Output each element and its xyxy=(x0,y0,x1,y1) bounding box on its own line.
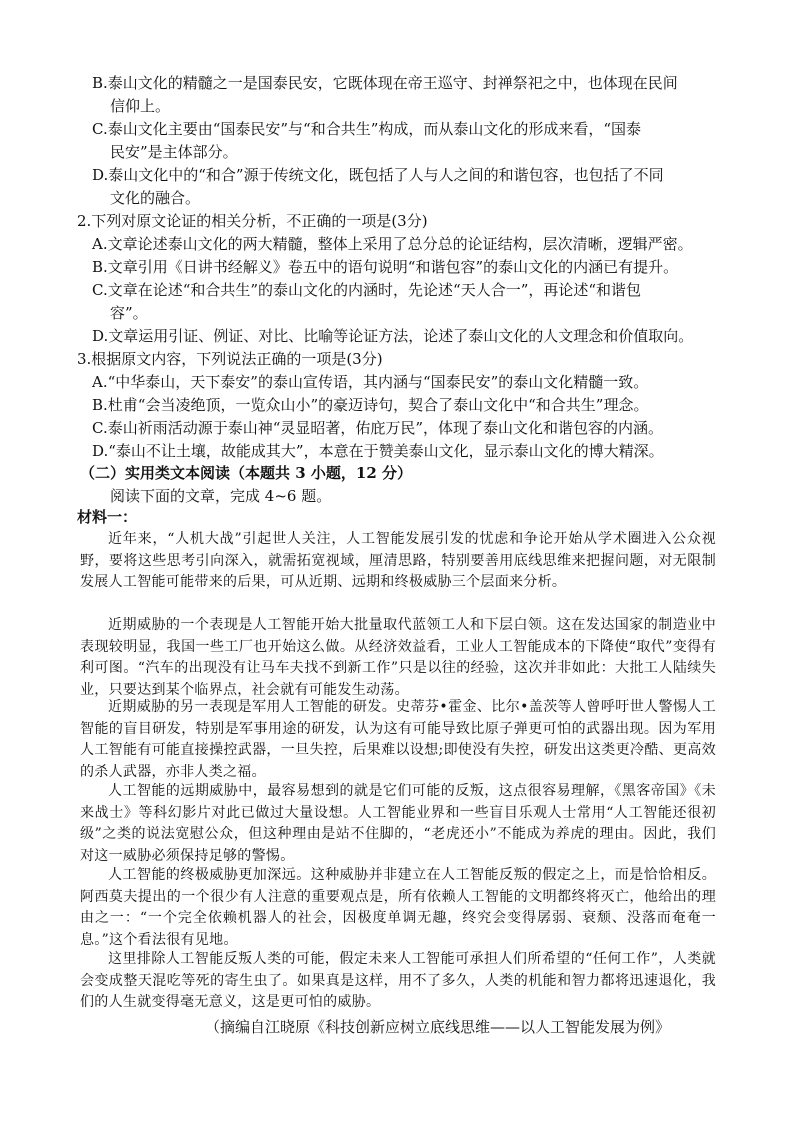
q3-option-d: D.“泰山不让土壤，故能成其大”，本意在于赞美泰山文化，显示泰山文化的博大精深。 xyxy=(92,442,664,460)
article-paragraph: 人工智能的终极威胁更加深远。这种威胁并非建立在人工智能反叛的假定之上，而是恰恰相反。阿西莫夫提出的一个很少有人注意的重要观点是，所有依赖人工智能的文明都终将灭亡，他给出的理由之一：“一个完全依赖机器人的社会，因极度单调无趣，终究会变得孱弱、衰颓、没落而奄奄一息。”这个看法很有见地。 xyxy=(80,867,716,948)
q3-stem: 3.根据原文内容，下列说法正确的一项是(3分) xyxy=(77,350,383,368)
material-label: 材料一： xyxy=(77,508,138,526)
q1-option-b-line2: 信仰上。 xyxy=(110,97,171,115)
article-paragraph: 近期威胁的另一表现是军用人工智能的研发。史蒂芬•霍金、比尔•盖茨等人曾呼吁世人警惕人工智能的盲目研发，特别是军事用途的研发，认为这有可能导致比原子弹更可怕的武器出现。因为军用人工智能有可能直接操控武器，一旦失控，后果难以设想;即使没有失控，研发出这类更冷酷、更高效的杀人武器，亦非人类之福。 xyxy=(80,699,716,780)
article-paragraph: 近年来，“人机大战”引起世人关注，人工智能发展引发的忧虑和争论开始从学术圈进入公众视野，要将这些思考引向深入，就需拓宽视域，厘清思路，特别要善用底线思维来把握问题，对无限制发展人工智能可能带来的后果，可从近期、远期和终极威胁三个层面来分析。 xyxy=(80,531,716,591)
article-paragraph: 人工智能的远期威胁中，最容易想到的就是它们可能的反叛，这点很容易理解，《黑客帝国》《未来战士》等科幻影片对此已做过大量设想。人工智能业界和一些盲目乐观人士常用“人工智能还很初级”之类的说法宽慰公众，但这种理由是站不住脚的，“老虎还小”不能成为养虎的理由。因此，我们对这一威胁必须保持足够的警惕。 xyxy=(80,783,716,864)
q2-option-d: D.文章运用引证、例证、对比、比喻等论证方法，论述了泰山文化的人文理念和价值取向。 xyxy=(92,327,694,345)
section-instruction: 阅读下面的文章，完成 4~6 题。 xyxy=(110,487,332,505)
q2-option-b: B.文章引用《日讲书经解义》卷五中的语句说明“和谐包容”的泰山文化的内涵已有提升。 xyxy=(92,258,679,276)
q2-option-c-line1: C.文章在论述“和合共生”的泰山文化的内涵时，先论述“天人合一”，再论述“和谐包 xyxy=(92,281,642,299)
article-paragraph: 近期威胁的一个表现是人工智能开始大批量取代蓝领工人和下层白领。这在发达国家的制造业中表现较明显，我国一些工厂也开始这么做。从经济效益看，工业人工智能成本的下降使“取代”变得有利可图。“汽车的出现没有让马车夫找不到新工作”只是以往的经验，这次并非如此：大批工人陆续失业，只要达到某个临界点，社会就有可能发生动荡。 xyxy=(80,617,716,698)
q1-option-b-line1: B.泰山文化的精髓之一是国泰民安，它既体现在帝王巡守、封禅祭祀之中，也体现在民间 xyxy=(92,74,678,92)
q2-option-a: A.文章论述泰山文化的两大精髓，整体上采用了总分总的论证结构，层次清晰，逻辑严密。 xyxy=(92,235,693,253)
q2-option-c-line2: 容”。 xyxy=(110,304,148,322)
q1-option-d-line1: D.泰山文化中的“和合”源于传统文化，既包括了人与人之间的和谐包容，也包括了不同 xyxy=(92,166,664,184)
q3-option-a: A.“中华泰山，天下泰安”的泰山宣传语，其内涵与“国泰民安”的泰山文化精髓一致。 xyxy=(92,373,649,391)
q1-option-c-line2: 民安”是主体部分。 xyxy=(110,143,238,161)
source-citation: （摘编自江晓原《科技创新应树立底线思维——以人工智能发展为例》 xyxy=(205,1018,671,1036)
q1-option-c-line1: C.泰山文化主要由“国泰民安”与“和合共生”构成，而从泰山文化的形成来看，“国泰 xyxy=(92,120,642,138)
q1-option-d-line2: 文化的融合。 xyxy=(110,189,201,207)
q3-option-c: C.泰山祈雨活动源于泰山神“灵显昭著，佑庇万民”，体现了泰山文化和谐包容的内涵。 xyxy=(92,419,664,437)
section-title: （二）实用类文本阅读（本题共 3 小题，12 分） xyxy=(80,464,412,482)
q3-option-b: B.杜甫“会当凌绝顶，一览众山小”的豪迈诗句，契合了泰山文化中“和合共生”理念。 xyxy=(92,396,649,414)
article-paragraph: 这里排除人工智能反叛人类的可能，假定未来人工智能可承担人们所希望的“任何工作”，人类就会变成整天混吃等死的寄生虫了。如果真是这样，用不了多久，人类的机能和智力都将迅速退化，我们的人生就变得毫无意义，这是更可怕的威胁。 xyxy=(80,951,716,1011)
q2-stem: 2.下列对原文论证的相关分析，不正确的一项是(3分) xyxy=(77,212,428,230)
